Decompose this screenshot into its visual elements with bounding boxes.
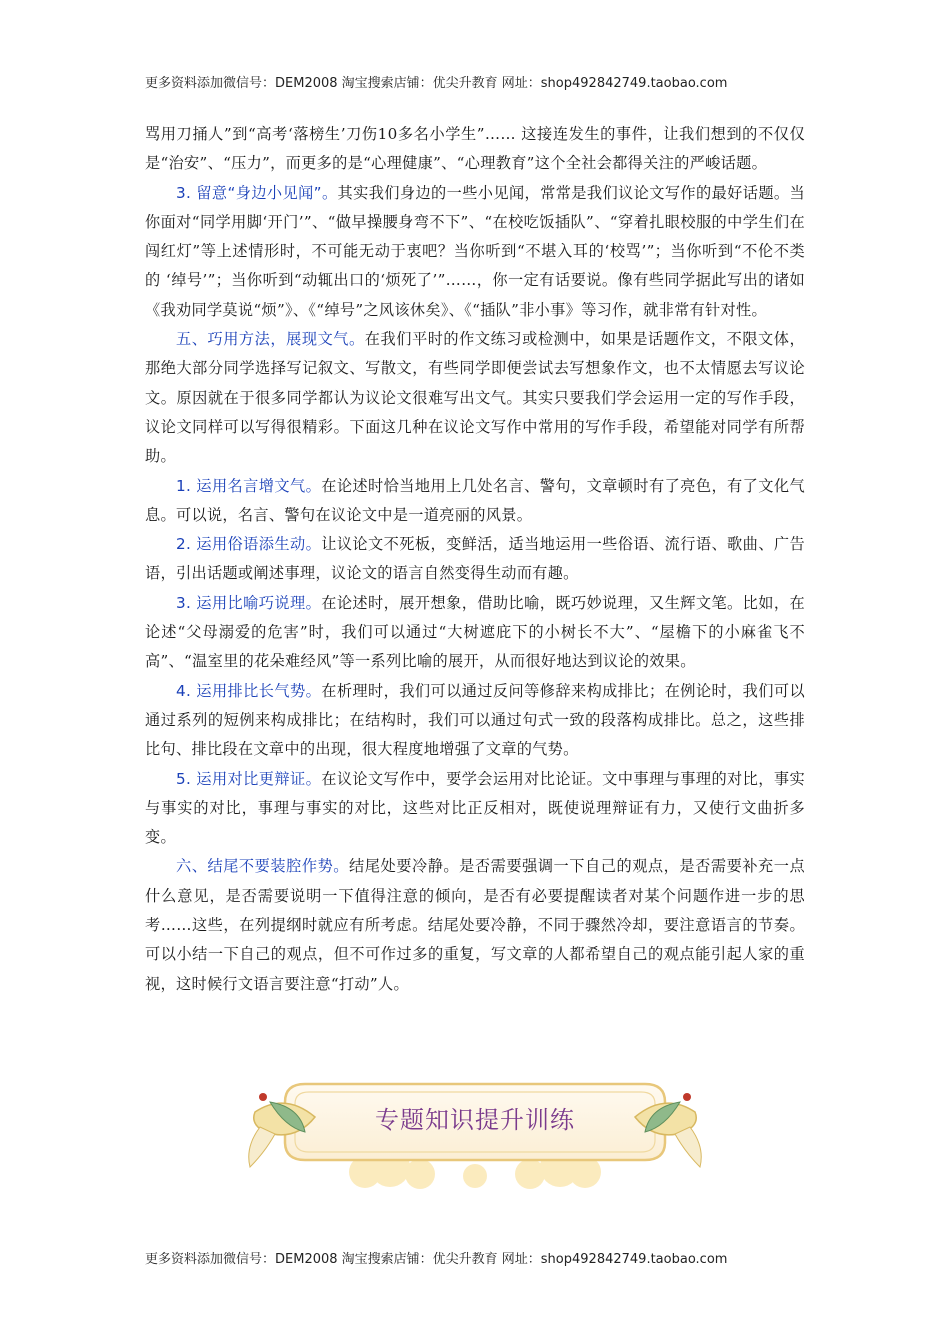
paragraph-5-contrast <box>145 765 805 853</box>
section-6 <box>145 852 805 998</box>
banner-title: 专题知识提升训练 <box>375 1106 575 1134</box>
paragraph-text: 让议论文不死板，变鲜活，适当地运用一些俗语、流行语、歌曲、广告语，引出话题或阐述事理，议论文的语言自然变得生动而有趣。 <box>145 535 805 583</box>
paragraph-text: 其实我们身边的一些小见闻，常常是我们议论文写作的最好话题。当你面对“同学用脚‘开门’”、“做早操腰身弯不下”、“在校吃饭插队”、“穿着扎眼校服的中学生们在闯红灯”等上述情形时，不可能无动于衷吧？当你听到“不堪入耳的‘校骂’”；当你听到“不伦不类的 ‘绰号’”；当你听到“动辄出口的‘烦死了’”……，你一定有话要说。像有些同学据此写出的诸如《我劝同学莫说“烦”》、《“绰号”之风该休矣》、《“插队”非小事》等习作，就非常有针对性。 <box>145 183 805 319</box>
section-banner <box>245 1072 705 1192</box>
paragraph-3-observe <box>145 179 805 325</box>
paragraph-2-sayings <box>145 530 805 589</box>
paragraph-heading: 2. 运用俗语添生动。 <box>176 535 322 554</box>
section-heading: 六、结尾不要装腔作势。 <box>176 857 350 876</box>
paragraph-heading: 5. 运用对比更辩证。 <box>176 769 322 788</box>
paragraph-text: 在议论文写作中，要学会运用对比论证。文中事理与事理的对比，事实与事实的对比，事理与事实的对比，这些对比正反相对，既使说理辩证有力，又使行文曲折多变。 <box>145 769 805 847</box>
paragraph-continuation <box>145 120 805 179</box>
paragraph-text: 结尾处要冷静。是否需要强调一下自己的观点，是否需要补充一点什么意见，是否需要说明一下值得注意的倾向，是否有必要提醒读者对某个问题作进一步的思考……这些，在列提纲时就应有所考虑。结尾处要冷静，不同于骤然冷却，要注意语言的节奏。可以小结一下自己的观点，但不可作过多的重复，写文章的人都希望自己的观点能引起人家的重视，这时候行文语言要注意“打动”人。 <box>145 857 805 993</box>
paragraph-4-parallelism <box>145 677 805 765</box>
paragraph-heading: 4. 运用排比长气势。 <box>176 681 322 700</box>
paragraph-text: 骂用刀捅人”到“高考‘落榜生’刀伤10多名小学生”…… 这接连发生的事件，让我们想到的不仅仅是“治安”、“压力”，而更多的是“心理健康”、“心理教育”这个全社会都得关注的严峻话题。 <box>145 125 805 173</box>
paragraph-text: 在析理时，我们可以通过反问等修辞来构成排比；在例论时，我们可以通过系列的短例来构成排比；在结构时，我们可以通过句式一致的段落构成排比。总之，这些排比句、排比段在文章中的出现，很大程度地增强了文章的气势。 <box>145 681 805 759</box>
paragraph-heading: 1. 运用名言增文气。 <box>176 476 322 495</box>
article-body <box>145 120 805 999</box>
paragraph-heading: 3. 留意“身边小见闻”。 <box>176 183 338 202</box>
section-5 <box>145 325 805 471</box>
paragraph-1-quotes <box>145 472 805 531</box>
page-header: 更多资料添加微信号：DEM2008 淘宝搜索店铺：优尖升教育 网址：shop492842749.taobao.com <box>145 76 728 91</box>
paragraph-text: 在我们平时的作文练习或检测中，如果是话题作文，不限文体，那绝大部分同学选择写记叙文、写散文，有些同学即便尝试去写想象作文，也不太情愿去写议论文。原因就在于很多同学都认为议论文很难写出文气。其实只要我们学会运用一定的写作手段，议论文同样可以写得很精彩。下面这几种在议论文写作中常用的写作手段，希望能对同学有所帮助。 <box>145 330 805 466</box>
paragraph-text: 在论述时恰当地用上几处名言、警句，文章顿时有了亮色，有了文化气息。可以说，名言、警句在议论文中是一道亮丽的风景。 <box>145 476 805 524</box>
paragraph-text: 在论述时，展开想象，借助比喻，既巧妙说理，又生辉文笔。比如，在论述“父母溺爱的危害”时，我们可以通过“大树遮庇下的小树长不大”、“屋檐下的小麻雀飞不高”、“温室里的花朵难经风”等一系列比喻的展开，从而很好地达到议论的效果。 <box>145 593 805 671</box>
section-heading: 五、巧用方法，展现文气。 <box>176 330 365 349</box>
page-footer: 更多资料添加微信号：DEM2008 淘宝搜索店铺：优尖升教育 网址：shop492842749.taobao.com <box>145 1252 728 1267</box>
paragraph-3-metaphor <box>145 589 805 677</box>
paragraph-heading: 3. 运用比喻巧说理。 <box>176 593 322 612</box>
